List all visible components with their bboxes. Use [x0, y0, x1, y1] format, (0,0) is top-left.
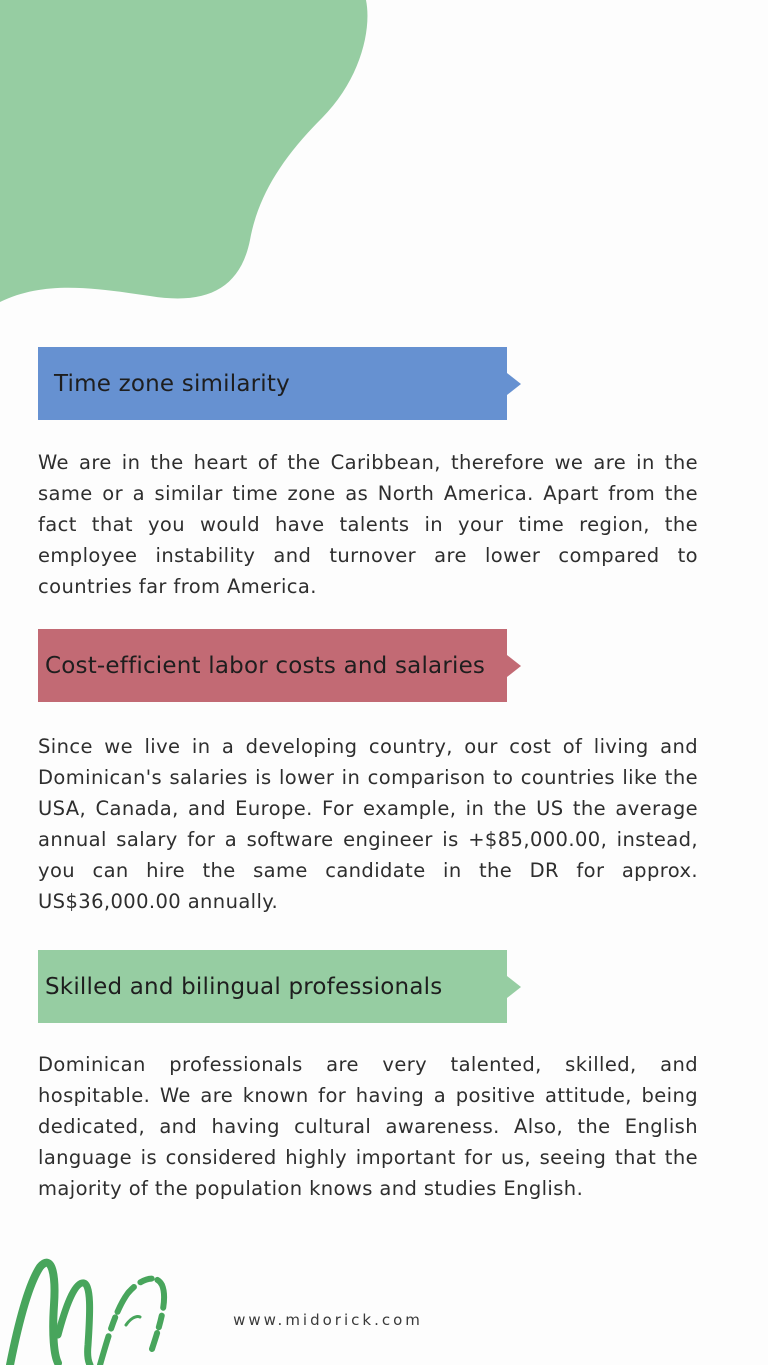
section-heading-labor-costs	[38, 629, 507, 702]
section-body-labor-costs: Since we live in a developing country, our cost of living and Dominican's salaries is lower in comparison to countries like the USA, Canada, and Europe. For example, in the US the average annual salary for a software engineer is +$85,000.00, instead, you can hire the same candidate in the DR for approx. US$36,000.00 annually.	[38, 735, 698, 913]
section-heading-skilled-professionals	[38, 950, 507, 1023]
section-body-skilled-professionals: Dominican professionals are very talented, skilled, and hospitable. We are known for having a positive attitude, being dedicated, and having cultural awareness. Also, the English language is considered highly important for us, seeing that the majority of the population knows and studies English.	[38, 1053, 698, 1200]
section-heading-time-zone	[38, 347, 507, 420]
section-heading-text: Skilled and bilingual professionals	[45, 973, 443, 1000]
section-heading-text: Cost-efficient labor costs and salaries	[45, 652, 486, 679]
footer-website: www.midorick.com	[233, 1311, 423, 1329]
section-heading-text: Time zone similarity	[54, 370, 290, 397]
section-body-time-zone: We are in the heart of the Caribbean, therefore we are in the same or a similar time zone as North America. Apart from the fact that you would have talents in your time region, the employee instability and turnover are lower compared to countries far from America.	[38, 451, 698, 598]
decorative-green-blob	[0, 0, 380, 310]
decorative-brush-doodle	[0, 1245, 180, 1365]
